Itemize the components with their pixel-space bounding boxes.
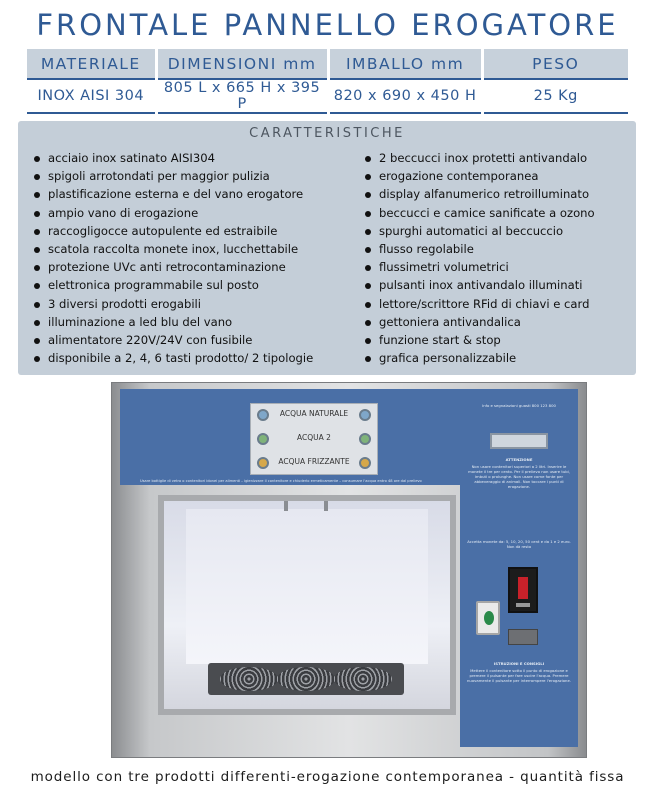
feature-item: flussimetri volumetrici bbox=[365, 258, 633, 276]
grate-pattern bbox=[220, 667, 278, 691]
spout-icon bbox=[284, 501, 288, 511]
dispenser-photo bbox=[111, 382, 587, 758]
spec-value-imballo: 820 x 690 x 450 H bbox=[330, 78, 481, 114]
instructions-text: Mettere il contenitore sotto il punto di erogazione e premere il pulsante per fare uscire l'acqua. Premere nuovamente il pulsante per interrompere l'erogazione. bbox=[467, 668, 571, 683]
feature-item: scatola raccolta monete inox, lucchettabile bbox=[34, 240, 364, 258]
spec-value-materiale: INOX AISI 304 bbox=[27, 78, 155, 114]
button-icon bbox=[359, 457, 371, 469]
spec-value-dimensioni: 805 L x 665 H x 395 P bbox=[158, 78, 327, 114]
feature-item: ampio vano di erogazione bbox=[34, 204, 364, 222]
spout-icon bbox=[324, 501, 328, 511]
dispensing-cavity bbox=[158, 495, 456, 715]
spec-header-imballo: IMBALLO mm bbox=[330, 49, 481, 78]
features-heading: CARATTERISTICHE bbox=[249, 126, 405, 141]
feature-item: raccogligocce autopulente ed estraibile bbox=[34, 222, 364, 240]
feature-item: flusso regolabile bbox=[365, 240, 633, 258]
feature-item: pulsanti inox antivandalo illuminati bbox=[365, 276, 633, 294]
feature-item: plastificazione esterna e del vano erogatore bbox=[34, 185, 364, 203]
feature-item: beccucci e camice sanificate a ozono bbox=[365, 204, 633, 222]
feature-item: alimentatore 220V/24V con fusibile bbox=[34, 331, 364, 349]
feature-item: elettronica programmabile sul posto bbox=[34, 276, 364, 294]
button-icon bbox=[257, 457, 269, 469]
spec-table bbox=[24, 49, 631, 114]
rfid-reader bbox=[476, 601, 500, 635]
feature-item: protezione UVc anti retrocontaminazione bbox=[34, 258, 364, 276]
spec-value-peso: 25 Kg bbox=[484, 78, 629, 114]
feature-item: spigoli arrotondati per maggior pulizia bbox=[34, 167, 364, 185]
features-list-left bbox=[34, 149, 364, 367]
contact-text: Info e segnalazioni guasti 800 123 800 bbox=[482, 403, 556, 408]
spec-header-dimensioni: DIMENSIONI mm bbox=[158, 49, 327, 78]
spec-header-peso: PESO bbox=[484, 49, 629, 78]
instructions-title: ISTRUZIONI E CONSIGLI bbox=[493, 661, 545, 666]
rfid-led-icon bbox=[484, 611, 494, 625]
button-icon bbox=[359, 409, 371, 421]
coin-button-icon bbox=[516, 603, 530, 607]
front-panel-top bbox=[120, 389, 460, 485]
feature-item: gettoniera antivandalica bbox=[365, 313, 633, 331]
feature-item: disponibile a 2, 4, 6 tasti prodotto/ 2 tipologie bbox=[34, 349, 364, 367]
feature-item: acciaio inox satinato AISI304 bbox=[34, 149, 364, 167]
product-row bbox=[251, 404, 377, 428]
page-title: FRONTALE PANNELLO EROGATORE bbox=[36, 8, 619, 42]
button-icon bbox=[257, 409, 269, 421]
product-label: ACQUA NATURALE bbox=[279, 409, 349, 418]
front-panel-right bbox=[460, 389, 578, 747]
feature-item: funzione start & stop bbox=[365, 331, 633, 349]
product-buttons-box bbox=[250, 403, 378, 475]
attention-title: ATTENZIONE bbox=[505, 457, 533, 462]
product-row bbox=[251, 452, 377, 476]
caption: modello con tre prodotti differenti-erogazione contemporanea - quantità fissa bbox=[30, 769, 625, 785]
features-list-right bbox=[365, 149, 633, 367]
feature-item: 2 beccucci inox protetti antivandalo bbox=[365, 149, 633, 167]
feature-item: 3 diversi prodotti erogabili bbox=[34, 295, 364, 313]
usage-strip-text: Usare bottiglie di vetro o contenitori idonei per alimenti – igienizzare il contenitore e chiuderlo ermeticamente – consumare l'acqua entro 48 ore dal prelievo bbox=[140, 479, 422, 483]
attention-text: Non usare contenitori superiori a 2 litri. Inserire le monete il tre per cento. Per il prelievo non usare tubi, imbuti o prolunghe. Non usare come fonte per abbeveraggio di animali. Non toccare i punti di erogazione. bbox=[468, 464, 570, 489]
grate-pattern bbox=[277, 667, 335, 691]
display-screen bbox=[490, 433, 548, 449]
button-icon bbox=[257, 433, 269, 445]
coin-slot-icon bbox=[518, 577, 528, 599]
feature-item: spurghi automatici al beccuccio bbox=[365, 222, 633, 240]
feature-item: grafica personalizzabile bbox=[365, 349, 633, 367]
drip-tray bbox=[208, 663, 404, 695]
features-box bbox=[18, 121, 636, 375]
product-label: ACQUA 2 bbox=[297, 433, 331, 442]
coins-text: Accetta monete da: 5, 10, 20, 50 cent e da 1 e 2 euro. Non dà resto bbox=[467, 539, 571, 549]
product-row bbox=[251, 428, 377, 452]
grate-pattern bbox=[334, 667, 392, 691]
cavity-back-wall bbox=[186, 509, 428, 664]
feature-item: lettore/scrittore RFid di chiavi e card bbox=[365, 295, 633, 313]
feature-item: erogazione contemporanea bbox=[365, 167, 633, 185]
feature-item: display alfanumerico retroilluminato bbox=[365, 185, 633, 203]
coin-return bbox=[508, 629, 538, 645]
product-label: ACQUA FRIZZANTE bbox=[278, 457, 350, 466]
spec-header-materiale: MATERIALE bbox=[27, 49, 155, 78]
feature-item: illuminazione a led blu del vano bbox=[34, 313, 364, 331]
coin-acceptor bbox=[508, 567, 538, 613]
button-icon bbox=[359, 433, 371, 445]
